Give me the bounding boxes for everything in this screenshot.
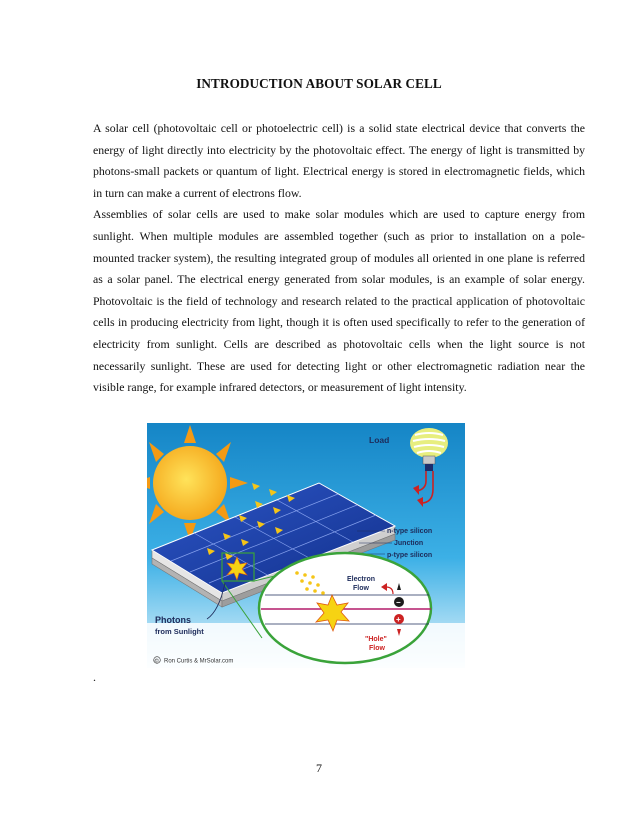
- credit-text: Ron Curtis & MrSolar.com: [164, 658, 234, 665]
- svg-text:Junction: Junction: [394, 540, 424, 547]
- paragraph-2: Assemblies of solar cells are used to make solar modules which are used to capture energy from sunlight. When multiple modules are assembled together (such as prior to installation on a pole-mounted tracker system), the resulting integrated group of modules all oriented in one plane is referred as a solar panel. The electrical energy generated from solar modules, is an example of solar energy. Photovoltaic is the field of technology and research related to the practical application of photovoltaic cells in producing electricity from light, though it is often used specifically to refer to the generation of electricity from sunlight. Cells are described as photovoltaic cells when the light source is not necessarily sunlight. These are used for detecting light or other electromagnetic radiation near the visible range, for example infrared detectors, or measurement of light intensity.: [93, 207, 585, 395]
- svg-text:+: +: [396, 615, 401, 624]
- load-label: Load: [369, 435, 390, 445]
- svg-text:"Hole": "Hole": [365, 636, 387, 643]
- page-number: 7: [316, 761, 322, 775]
- svg-text:n-type silicon: n-type silicon: [387, 528, 433, 535]
- svg-text:−: −: [396, 598, 401, 607]
- trailing-mark: .: [93, 670, 96, 684]
- svg-text:Electron: Electron: [347, 576, 376, 583]
- body-text: [93, 118, 585, 399]
- svg-text:p-type silicon: p-type silicon: [387, 552, 433, 559]
- svg-text:Flow: Flow: [353, 585, 369, 592]
- page-title: INTRODUCTION ABOUT SOLAR CELL: [196, 76, 442, 91]
- solar-cell-diagram: [147, 423, 465, 668]
- photons-label: Photons: [155, 615, 191, 625]
- paragraph-1: A solar cell (photovoltaic cell or photoelectric cell) is a solid state electrical device that converts the energy of light directly into electricity by the photovoltaic effect. The energy of light is transmitted by photons-small packets or quantum of light. Electrical energy is stored in electromagnetic fields, which in turn can make a current of electrons flow.: [93, 121, 585, 200]
- svg-text:Flow: Flow: [369, 645, 385, 652]
- magnifier-lens: [259, 553, 431, 663]
- copyright-symbol: ©: [154, 658, 159, 665]
- photons-sublabel: from Sunlight: [155, 627, 204, 636]
